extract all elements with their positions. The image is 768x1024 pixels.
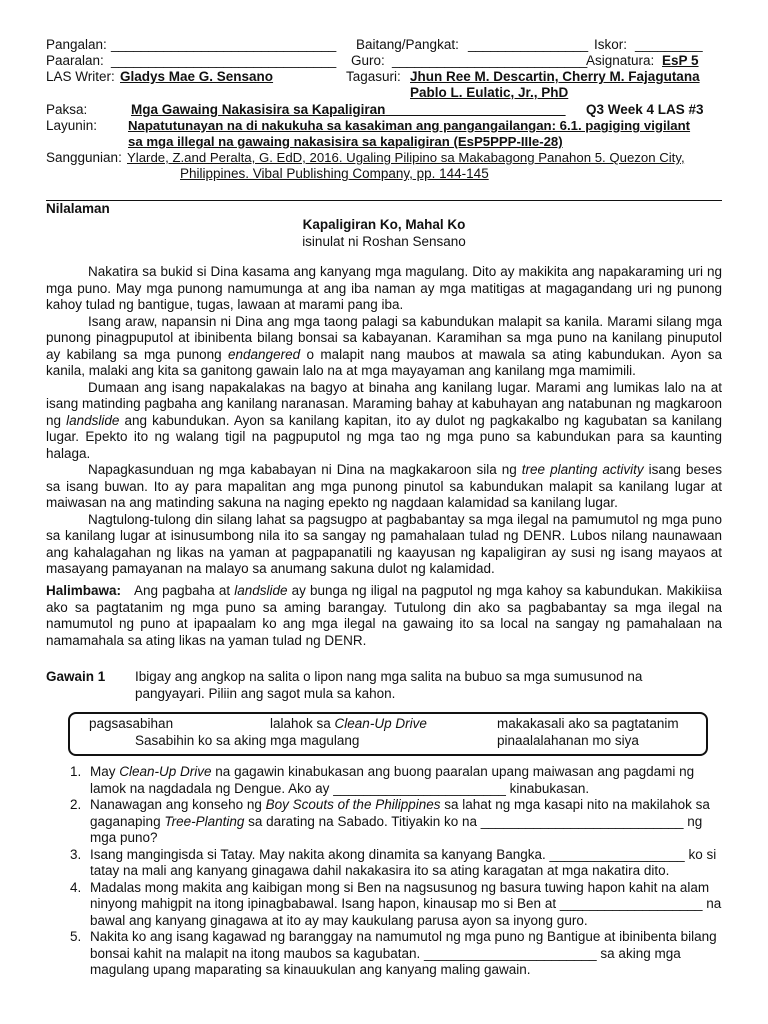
reviewer-value-1: Jhun Ree M. Descartin, Cherry M. Fajagutana: [410, 69, 700, 84]
choice-5: pinaalalahanan mo siya: [497, 733, 639, 748]
story-paragraph-2: Isang araw, napansin ni Dina ang mga taong palagi sa kabundukan malapit sa kanila. Marami silang mga punong pinagpuputol at ibinibenta bilang bonsai sa kabayanan. Karamihan sa mga puno na kanilang pinuputol ay kabilang sa mga punong endangered o malapit nang maubos at mawala sa ating kabundukan. Ayon sa kanila, malaki ang kita sa ganitong gawain lalo na at mga mayayaman ang kanilang mga mamimili.: [46, 313, 722, 378]
objective-line-2: sa mga illegal na gawaing nakasisira sa kapaligiran (EsP5PPP-IIIe-28): [128, 134, 563, 149]
reference-line-1: Ylarde, Z.and Peralta, G. EdD, 2016. Ugaling Pilipino sa Makabagong Panahon 5. Quezon City,: [127, 150, 685, 165]
question-number: 5.: [70, 929, 82, 944]
answer-blank-4[interactable]: ___________________: [559, 896, 703, 911]
choice-1: pagsasabihan: [89, 716, 174, 731]
question-number: 2.: [70, 797, 82, 812]
subject-label: Asignatura:: [586, 53, 655, 68]
score-label: Iskor:: [594, 37, 628, 52]
example-text: [46, 583, 722, 649]
reference-label: Sanggunian:: [46, 150, 122, 165]
story-paragraph-1: Nakatira sa bukid si Dina kasama ang kanyang mga magulang. Dito ay makikita ang napakaraming uri ng mga puno. May mga punong namumunga at ang iba naman ay mga matitigas at magagandang uri ng punong kahoy tulad ng bantigue, tugas, lawaan at marami pang iba.: [46, 264, 722, 312]
topic-fill: ________________________: [385, 102, 566, 117]
example-label: Halimbawa:: [46, 583, 122, 598]
name-label: Pangalan:: [46, 37, 107, 52]
example-text-start: Ang pagbaha at: [134, 583, 235, 598]
answer-blank-3[interactable]: __________________: [549, 846, 685, 862]
grade-label: Baitang/Pangkat:: [356, 37, 459, 52]
choice-3: makakasali ako sa pagtatanim: [497, 716, 679, 731]
example-text-rest: ay bunga ng iligal na pagputol ng mga kahoy sa kabundukan. Makikiisa ako sa pagtatanim ng mga puno sa aming barangay. Tutulong din ako sa pagbabantay sa mga ilegal na namumutol ng puno at ipapaalam ko ang mga ilegal na gawaing ito sa local na sangay ng pamahalaan na namamahala sa ating likas na yaman tulad ng DENR.: [46, 583, 722, 648]
teacher-field[interactable]: __________________________: [392, 53, 588, 68]
topic-label: Paksa:: [46, 102, 88, 117]
activity-instruction: Ibigay ang angkop na salita o lipon nang mga salita na bubuo sa mga sumusunod na pangyayari. Piliin ang sagot mula sa kahon.: [135, 669, 643, 701]
score-field[interactable]: _________: [635, 37, 703, 52]
question-number: 4.: [70, 879, 82, 895]
example-text-emphasis: landslide: [234, 583, 288, 598]
week-label: Q3 Week 4 LAS #3: [586, 102, 704, 117]
choice-2: lalahok sa Clean-Up Drive: [270, 716, 427, 731]
teacher-label: Guro:: [351, 53, 385, 68]
reference-line-2: Philippines. Vibal Publishing Company, pp. 144-145: [180, 166, 489, 181]
objective-label: Layunin:: [46, 118, 98, 133]
answer-blank-1[interactable]: _______________________: [333, 780, 506, 796]
grade-field[interactable]: ________________: [468, 37, 589, 52]
story-author: isinulat ni Roshan Sensano: [302, 234, 466, 249]
reviewer-label: Tagasuri:: [346, 69, 401, 84]
story-body: [46, 264, 722, 578]
header-divider: [46, 200, 722, 201]
answer-blank-2[interactable]: ___________________________: [480, 813, 684, 829]
choice-4: Sasabihin ko sa aking mga magulang: [135, 733, 360, 748]
writer-label: LAS Writer:: [46, 69, 115, 84]
question-3: 3. Isang mangingisda si Tatay. May nakita akong dinamita sa kanyang Bangka. __________________ ko si tatay na mali ang kanyang ginagawa dahil nakakasira ito sa ating karagatan at mga nakatira dito.: [70, 846, 717, 878]
reviewer-value-2: Pablo L. Eulatic, Jr., PhD: [410, 85, 569, 100]
story-paragraph-4: Napagkasunduan ng mga kababayan ni Dina na magkakaroon sila ng tree planting activity isang beses sa isang buwan. Ito ay para mapalitan ang mga punong pinutol sa kabundukan malapit sa kanilang lugar at maiwasan na ang matinding sakuna na naging epekto ng nagdaan kalamidad sa kanilang lugar.: [46, 462, 722, 510]
activity-label: Gawain 1: [46, 669, 106, 684]
question-list: [70, 764, 722, 979]
content-heading: Nilalaman: [46, 201, 110, 216]
question-number: 1.: [70, 764, 82, 779]
story-paragraph-3: Dumaan ang isang napakalakas na bagyo at binaha ang kanilang lugar. Marami ang lumikas lalo na at isang matinding pagbaha ang kanilang naranasan. Maraming bahay at kabuhayan ang natabunan ng magkaroon ng landslide ang kabundukan. Ayon sa kanilang kapitan, ito ay dulot ng pagkakalbo ng kagubatan sa kanilang lugar. Epekto ito ng walang tigil na pagpuputol ng mga tao ng mga puno sa kabundukan para sa kaunting halaga.: [46, 379, 722, 461]
question-number: 3.: [70, 846, 82, 862]
story-paragraph-5: Nagtulong-tulong din silang lahat sa pagsugpo at pagbabantay sa mga ilegal na pamumutol ng mga puno sa kanilang lugar at isinusumbong nila ito sa sangay ng pamahalaan tulad ng DENR. Lubos nilang naunawaan ang kahalagahan ng likas na yaman at pagpapanatili ng kaayusan ng kapaligiran ay susi ng isang mayaos at masayang pamayanan na malayo sa anumang sakuna dulot ng kalamidad.: [46, 511, 722, 576]
question-2: 2. Nanawagan ang konseho ng Boy Scouts of the Philippines sa lahat ng mga kasapi nito na makilahok sa gaganaping Tree-Planting sa darating na Sabado. Titiyakin ko na ___________________________ ng mga puno?: [70, 797, 710, 845]
school-field[interactable]: ______________________________: [111, 53, 337, 68]
question-4: 4. Madalas mong makita ang kaibigan mong si Ben na nagsusunog ng basura tuwing hapon kahit na alam ninyong mahigpit na itong ipinagbabawal. Isang hapon, kinausap mo si Ben at ___________________ na bawal ang kanyang ginagawa at ito ay may kaukulang parusa ayon sa inyong guro.: [70, 879, 722, 928]
story-title: Kapaligiran Ko, Mahal Ko: [302, 217, 466, 232]
subject-value: EsP 5: [662, 53, 699, 68]
school-label: Paaralan:: [46, 53, 104, 68]
name-field[interactable]: ______________________________: [111, 37, 337, 52]
topic-value: Mga Gawaing Nakasisira sa Kapaligiran________________________: [131, 102, 566, 117]
question-1: 1. May Clean-Up Drive na gagawin kinabukasan ang buong paaralan upang maiwasan ang pagdami ng lamok na nagdadala ng Dengue. Ako ay _______________________ kinabukasan.: [70, 764, 695, 796]
writer-value: Gladys Mae G. Sensano: [120, 69, 274, 84]
answer-blank-5[interactable]: _______________________: [423, 945, 597, 961]
question-5: 5. Nakita ko ang isang kagawad ng baranggay na namumutol ng mga puno ng Bantigue at ibinibenta bilang bonsai kahit na malapit na itong maubos sa kagubatan. _______________________ sa aking mga magulang upang maparating sa kinauukulan ang kanyang maling gawain.: [70, 929, 717, 977]
objective-line-1: Napatutunayan na di nakukuha sa kasakiman ang pangangailangan: 6.1. pagiging vigilant: [128, 118, 691, 133]
